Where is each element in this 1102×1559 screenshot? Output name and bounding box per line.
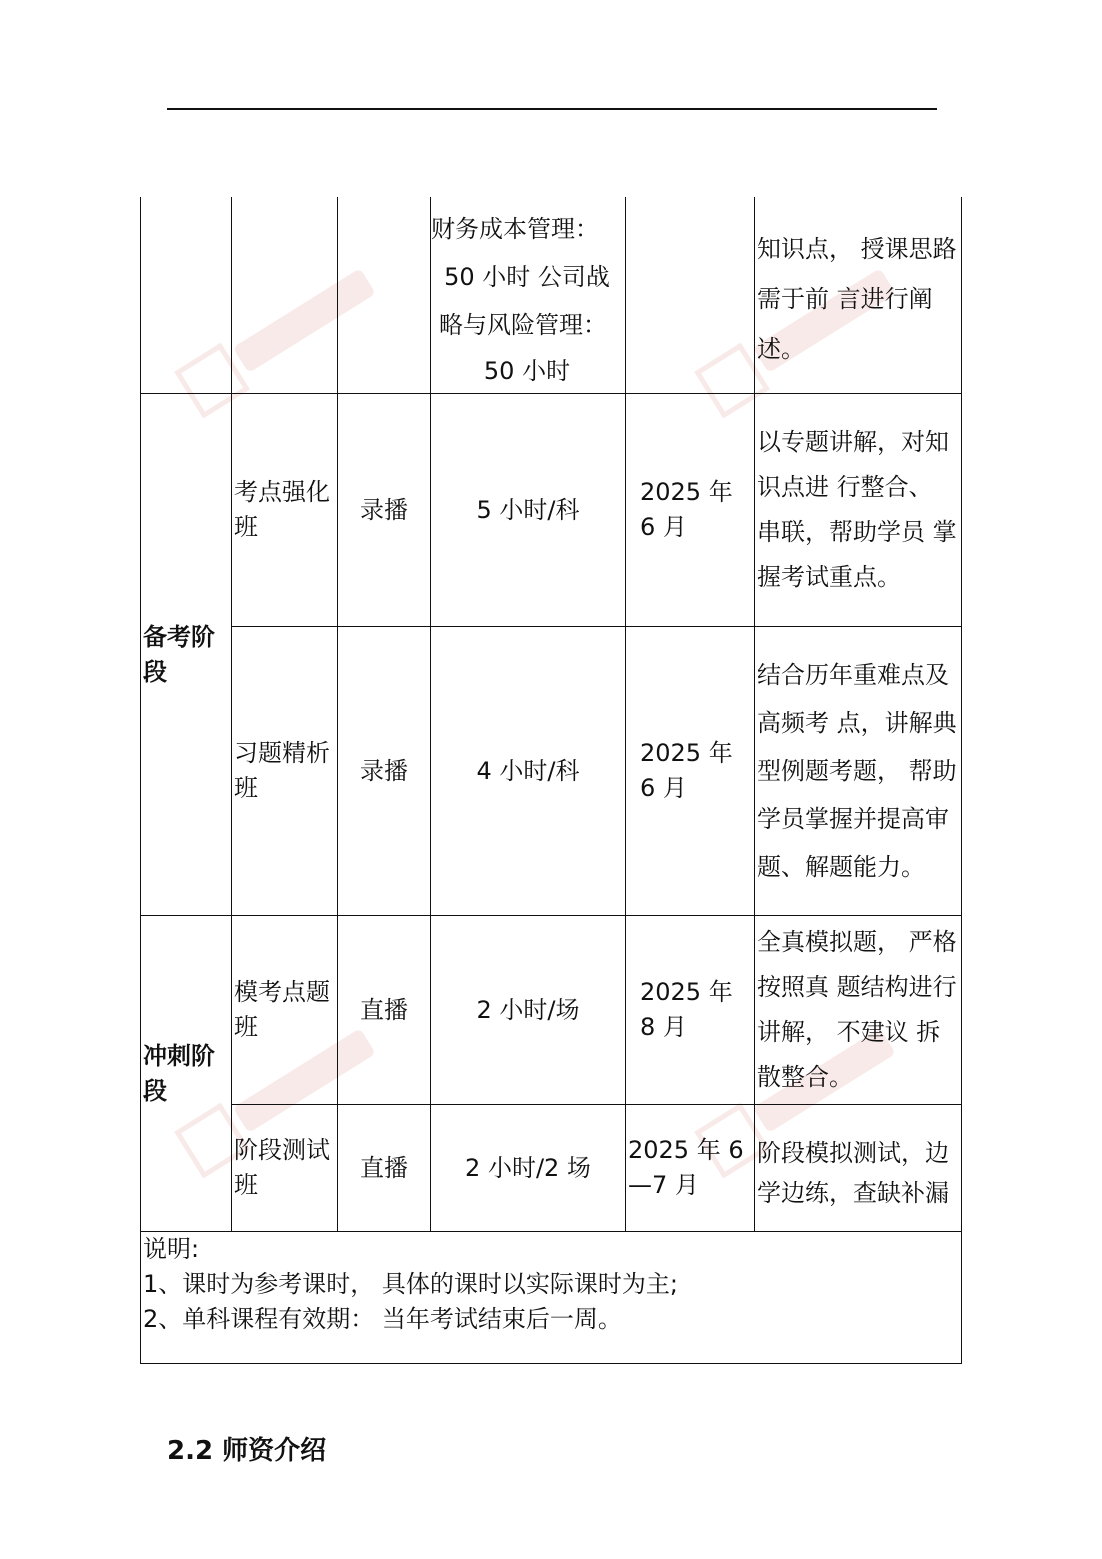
- mode-cell-empty: [338, 197, 431, 394]
- course-name: 考点强化班: [232, 394, 338, 627]
- hours-value: 4 小时/科: [431, 627, 626, 916]
- section-heading: 2.2 师资介绍: [167, 1436, 327, 1466]
- date-value: 2025 年 6 月: [626, 627, 755, 916]
- note-cell: 全真模拟题， 严格按照真 题结构进行讲解， 不建议 拆散整合。: [755, 916, 962, 1105]
- note-cell: 以专题讲解，对知识点进 行整合、 串联，帮助学员 掌握考试重点。: [755, 394, 962, 627]
- table-row: [141, 627, 962, 916]
- remarks-line: 2、单科课程有效期： 当年考试结束后一周。: [143, 1304, 622, 1333]
- mode-label: 录播: [338, 627, 431, 916]
- hours-line: 50 小时: [483, 357, 571, 385]
- header-rule: [167, 108, 937, 110]
- course-name: 模考点题班: [232, 916, 338, 1105]
- hours-value: 5 小时/科: [431, 394, 626, 627]
- date-value: 2025 年 6 —7 月: [626, 1105, 755, 1232]
- hours-line: 财务成本管理：: [431, 215, 599, 243]
- course-cell-empty: [232, 197, 338, 394]
- stage-label-sprint: 冲刺阶段: [141, 916, 232, 1232]
- mode-label: 录播: [338, 394, 431, 627]
- note-cell: 结合历年重难点及高频考 点，讲解典型例题考题， 帮助学员掌握并提高审题、解题能力。: [755, 627, 962, 916]
- hours-value: 2 小时/场: [431, 916, 626, 1105]
- stage-cell-empty: [141, 197, 232, 394]
- course-schedule-table: [140, 197, 962, 1364]
- hours-line: 50 小时 公司战: [444, 263, 610, 291]
- course-name: 阶段测试班: [232, 1105, 338, 1232]
- remarks-line: 1、课时为参考课时， 具体的课时以实际课时为主;: [143, 1269, 678, 1298]
- date-value: 2025 年 6 月: [626, 394, 755, 627]
- table-row: [141, 916, 962, 1105]
- date-value: 2025 年 8 月: [626, 916, 755, 1105]
- course-name: 习题精析班: [232, 627, 338, 916]
- mode-label: 直播: [338, 1105, 431, 1232]
- stage-label-prep: 备考阶段: [141, 394, 232, 916]
- hours-cell: [431, 197, 626, 394]
- mode-label: 直播: [338, 916, 431, 1105]
- remarks-heading: 说明:: [143, 1235, 200, 1263]
- hours-line: 略与风险管理：: [439, 311, 607, 339]
- note-cell: 阶段模拟测试，边学边练，查缺补漏: [755, 1105, 962, 1232]
- table-row-continued: [141, 197, 962, 394]
- remarks-cell: [141, 1232, 962, 1364]
- note-cell: 知识点， 授课思路需于前 言进行阐述。: [755, 197, 962, 394]
- table-row: [141, 1105, 962, 1232]
- table-row: [141, 394, 962, 627]
- table-row-remarks: [141, 1232, 962, 1364]
- hours-value: 2 小时/2 场: [431, 1105, 626, 1232]
- date-cell-empty: [626, 197, 755, 394]
